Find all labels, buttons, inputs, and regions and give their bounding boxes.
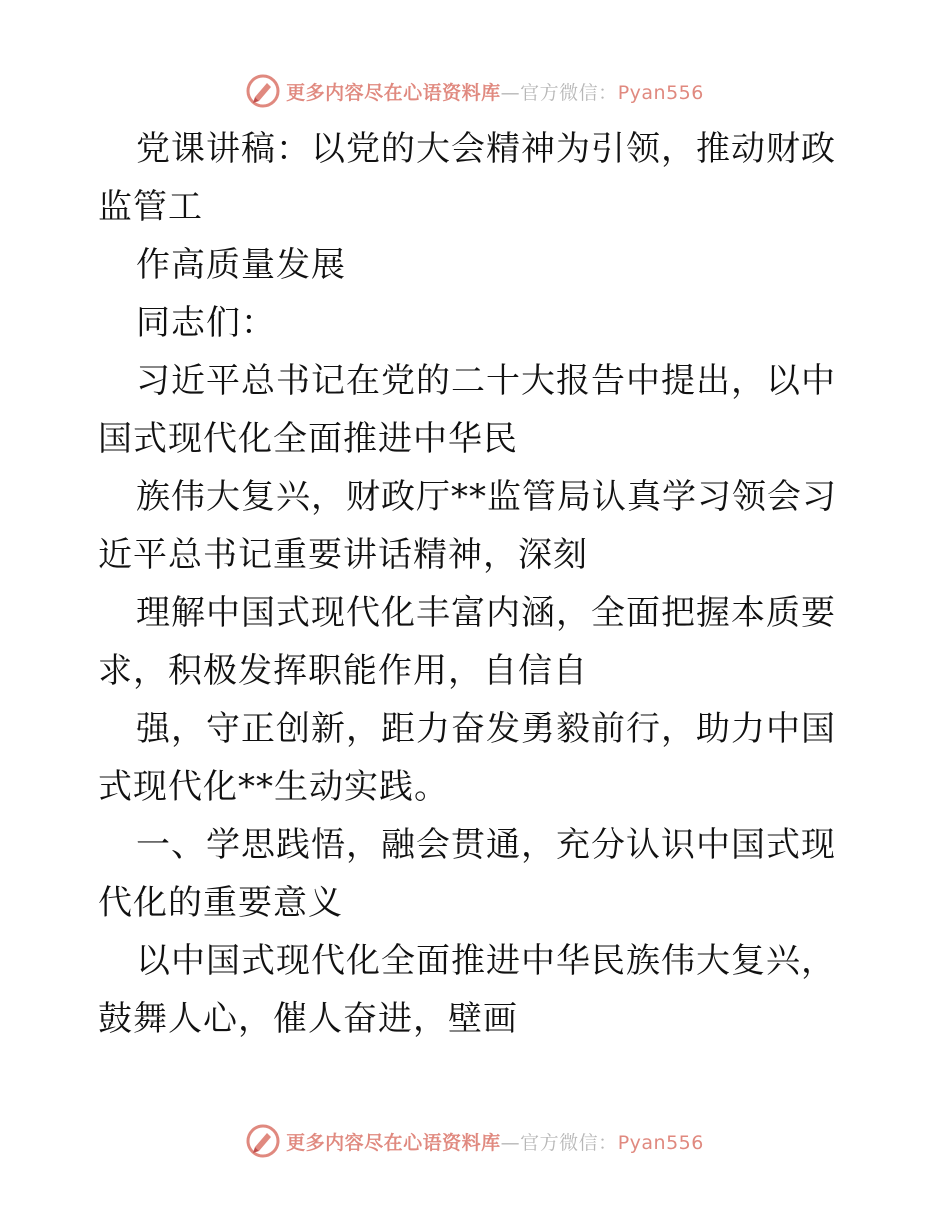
paragraph: 族伟大复兴，财政厅**监管局认真学习领会习近平总书记重要讲话精神，深刻 (98, 477, 837, 575)
header-watermark (0, 71, 950, 111)
document-body (98, 120, 858, 1048)
section-heading: 一、学思践悟，融会贯通，充分认识中国式现代化的重要意义 (98, 825, 836, 923)
brand-logo-icon (246, 1124, 280, 1158)
paragraph: 理解中国式现代化丰富内涵，全面把握本质要求，积极发挥职能作用，自信自 (98, 593, 836, 691)
watermark-id: Pyan556 (617, 81, 704, 104)
watermark-dash: — (500, 81, 521, 104)
watermark-id: Pyan556 (617, 1131, 704, 1154)
watermark-main-text: 更多内容尽在心语资料库 (286, 1131, 501, 1154)
paragraph: 以中国式现代化全面推进中华民族伟大复兴，鼓舞人心，催人奋进，壁画 (98, 941, 836, 1039)
paragraph: 强，守正创新，距力奋发勇毅前行，助力中国式现代化**生动实践。 (98, 709, 836, 807)
watermark-dash: — (500, 1131, 521, 1154)
watermark-side-text: 官方微信： (520, 1131, 618, 1154)
salutation: 同志们： (136, 303, 276, 343)
footer-watermark (0, 1121, 950, 1161)
paragraph: 习近平总书记在党的二十大报告中提出，以中国式现代化全面推进中华民 (98, 361, 836, 459)
brand-logo-icon (246, 74, 280, 108)
watermark-main-text: 更多内容尽在心语资料库 (286, 81, 501, 104)
watermark-side-text: 官方微信： (520, 81, 618, 104)
document-title: 党课讲稿：以党的大会精神为引领，推动财政监管工 (98, 129, 836, 227)
document-title-continuation: 作高质量发展 (136, 245, 346, 285)
